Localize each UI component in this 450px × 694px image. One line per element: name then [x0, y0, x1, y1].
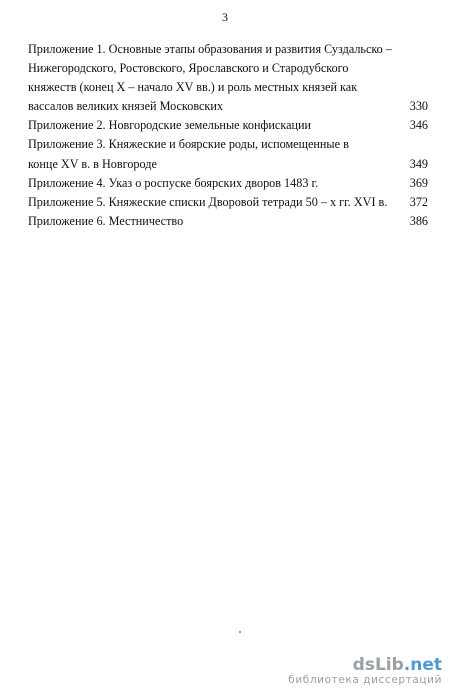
toc-entry-appendix-3	[28, 135, 428, 173]
toc-entry-appendix-1	[28, 40, 428, 116]
toc-entry-line: Приложение 1. Основные этапы образования и развития Суздальско –	[28, 42, 392, 56]
toc-entry-appendix-6	[28, 212, 428, 231]
toc-entry-line: Приложение 3. Княжеские и боярские роды, испомещенные в	[28, 137, 349, 152]
toc-page-number: 346	[409, 118, 428, 133]
toc-entry-line: Приложение 4. Указ о роспуске боярских дворов 1483 г.	[28, 175, 319, 190]
toc-entry-line: вассалов великих князей Московских	[28, 99, 223, 114]
page-number: 3	[222, 10, 228, 24]
watermark-logo	[288, 656, 442, 674]
toc-entry-line: конце XV в. в Новгороде	[28, 156, 157, 171]
toc-entry-appendix-2	[28, 116, 428, 135]
toc-page-number: 372	[409, 194, 428, 209]
watermark	[288, 656, 442, 687]
toc-entry-appendix-5	[28, 193, 428, 212]
toc-entry-line: Приложение 2. Новгородские земельные конфискации	[28, 118, 312, 133]
scan-speck	[239, 631, 241, 633]
table-of-contents	[28, 40, 428, 231]
toc-entry-line: Нижегородского, Ростовского, Ярославского и Стародубского	[28, 61, 349, 76]
toc-entry-appendix-4	[28, 174, 428, 193]
toc-entry-line: княжеств (конец X – начало XV вв.) и роль местных князей как	[28, 80, 358, 95]
watermark-tagline: библиотека диссертаций	[288, 674, 442, 686]
toc-page-number: 369	[409, 175, 428, 190]
toc-page-number: 386	[409, 213, 428, 228]
toc-entry-line: Приложение 6. Местничество	[28, 213, 184, 228]
toc-entry-line: Приложение 5. Княжеские списки Дворовой тетради 50 – х гг. XVI в.	[28, 194, 388, 209]
watermark-logo-prefix: dsLib	[352, 655, 404, 675]
toc-page-number: 330	[409, 99, 428, 114]
watermark-logo-suffix: .net	[403, 655, 442, 675]
toc-page-number: 349	[409, 156, 428, 171]
